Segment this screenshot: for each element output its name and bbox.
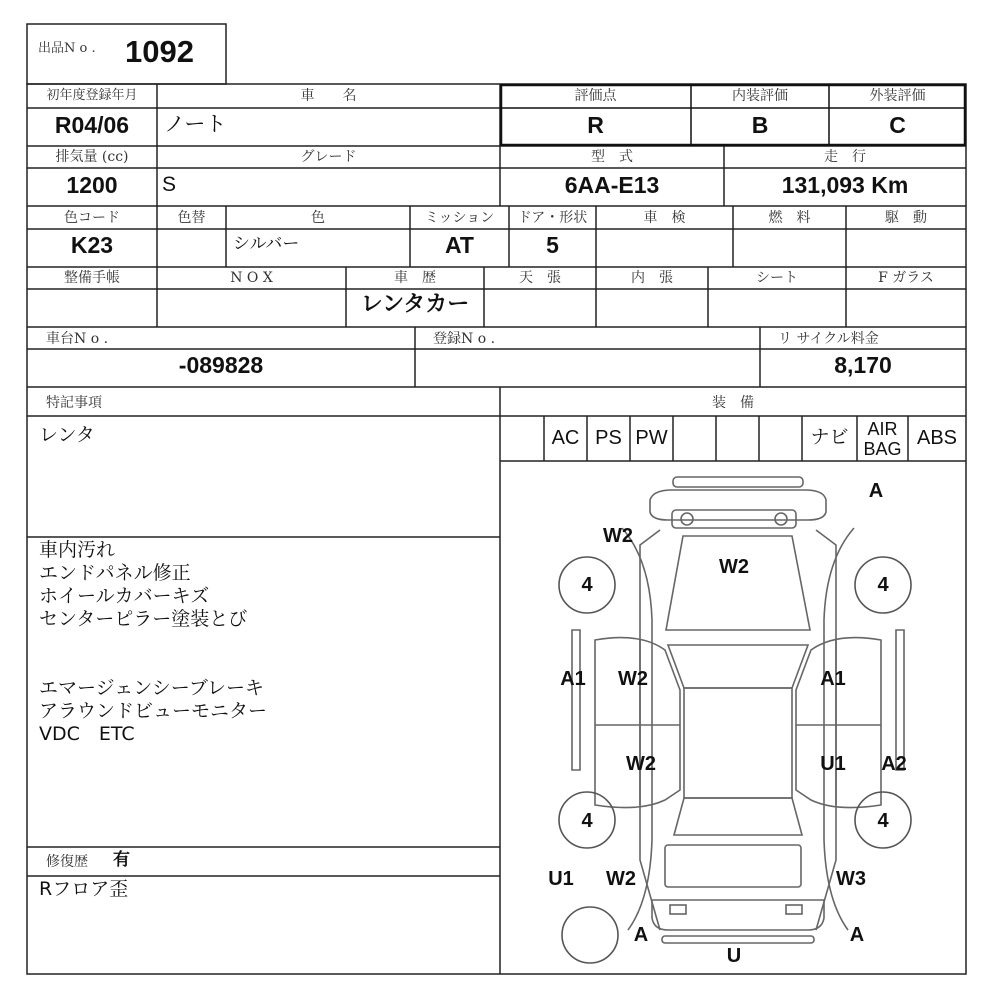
fuel-label: 燃 料 [768,210,811,226]
remarks-label: 特記事項 [46,395,102,411]
interior-rating-label: 内装評価 [732,88,788,104]
remark-line: エマージェンシーブレーキ [39,677,265,699]
damage-rear-left-w2: W2 [606,868,636,890]
remarks-top [39,424,95,447]
remark-line: VDC ETC [39,723,135,745]
damage-rear-a-right: A [849,924,865,946]
repair-details [39,878,128,901]
damage-front-right: A [868,480,884,502]
damage-front-left-fender: W2 [603,525,633,547]
equipment-label: 装 備 [712,395,754,411]
equipment-item-ps: PS [595,427,622,449]
damage-right-a1: A1 [820,668,846,690]
interior-rating-value: B [751,112,769,138]
headlight-right [775,513,787,525]
displacement-value: 1200 [66,172,118,198]
remark-line: アラウンドビューモニター [39,700,268,722]
right-mirror-rail [896,630,904,770]
color-code-value: K23 [70,232,114,258]
damage-left-a1: A1 [560,668,586,690]
mileage-label: 走 行 [824,149,866,165]
damage-wheel-rear-left: 4 [581,810,593,832]
color-code-label: 色コード [64,210,120,226]
vehicle-history-label: 車 歴 [394,270,436,286]
nox-label: N O X [230,270,273,286]
left-mirror-rail [572,630,580,770]
tail-lamp-left [670,905,686,914]
transmission-value: AT [445,232,474,258]
mileage-value: 131,093 Km [781,172,909,198]
damage-wheel-front-left: 4 [581,574,593,596]
drive-label: 駆 動 [885,210,927,226]
transmission-label: ミッション [424,210,495,226]
model-code-value: 6AA-E13 [564,172,660,198]
repair-history-label: 修復歴 [46,854,88,870]
exterior-rating-label: 外装評価 [869,88,926,104]
first-registration-value: R04/06 [54,112,130,138]
registration-number-label: 登録N o . [433,331,496,347]
inspection-label: 車 検 [643,210,686,226]
spare-wheel [562,907,618,963]
displacement-label: 排気量 (cc) [55,149,129,165]
damage-rear-right-w3: W3 [836,868,866,890]
recycle-fee-label: リ サイクル料金 [778,331,879,347]
remark-line: エンドパネル修正 [39,562,191,584]
damage-rear-a-left: A [633,924,649,946]
right-doors [796,638,881,808]
rear-glass [674,798,802,835]
equipment-item-navi: ナビ [810,426,849,448]
damage-rear-left-u1: U1 [548,868,574,890]
exterior-rating-value: C [889,112,906,138]
seat-label: シート [756,270,798,286]
rear-bumper-lower [662,936,814,943]
front-bumper-top [673,477,803,487]
color-change-label: 色替 [177,210,206,226]
headliner-label: 天 張 [519,270,561,286]
windshield [668,645,808,688]
front-grille [672,510,796,528]
left-doors [595,638,680,808]
chassis-number-value: -089828 [178,352,264,378]
damage-rear-bumper-u: U [726,945,742,967]
front-glass-label: F ガラス [878,270,934,286]
car-name-label: 車 名 [300,88,357,104]
grade-value: S [162,173,177,196]
back-door [665,845,801,887]
damage-right-u1: U1 [820,753,846,775]
repair-history-value: 有 [113,850,130,870]
vehicle-history-value: レンタカー [360,292,470,317]
equipment-item-airbag: AIR BAG [863,419,902,459]
car-name-value: ノート [164,112,227,136]
damage-left-w2: W2 [618,668,648,690]
front-bumper [650,490,826,520]
damage-hood: W2 [719,556,749,578]
roof-panel [684,688,792,798]
first-registration-label: 初年度登録年月 [46,88,138,103]
repair-detail-line: Rフロア歪 [39,878,129,900]
doors-label: ドア・形状 [517,210,588,226]
lot-number-label: 出品N o . [38,41,96,56]
equipment-item-ac: AC [551,427,580,449]
damage-roof-w2: W2 [626,753,656,775]
chassis-number-label: 車台N o . [46,331,109,347]
color-value: シルバー [233,234,300,254]
tail-lamp-right [786,905,802,914]
lot-number: 1092 [125,34,194,69]
damage-wheel-rear-right: 4 [877,810,889,832]
color-label: 色 [311,210,325,226]
damage-right-a2: A2 [881,753,907,775]
remark-line: ホイールカバーキズ [39,585,210,607]
remarks-middle [39,539,247,631]
model-code-label: 型 式 [591,149,633,165]
headlight-left [681,513,693,525]
score-value: R [587,112,604,138]
equipment-item-pw: PW [635,427,668,449]
remarks-bottom [39,677,267,746]
score-label: 評価点 [574,88,617,104]
remark-line: センターピラー塗装とび [39,608,248,630]
remark-line: レンタ [39,424,95,446]
grade-label: グレード [300,149,357,165]
maintenance-record-label: 整備手帳 [64,270,120,286]
equipment-item-abs: ABS [916,427,958,449]
remark-line: 車内汚れ [39,539,116,561]
hood-panel [666,536,810,630]
damage-wheel-front-right: 4 [877,574,889,596]
doors-value: 5 [546,232,559,258]
recycle-fee-value: 8,170 [834,352,892,378]
interior-trim-label: 内 張 [631,270,673,286]
